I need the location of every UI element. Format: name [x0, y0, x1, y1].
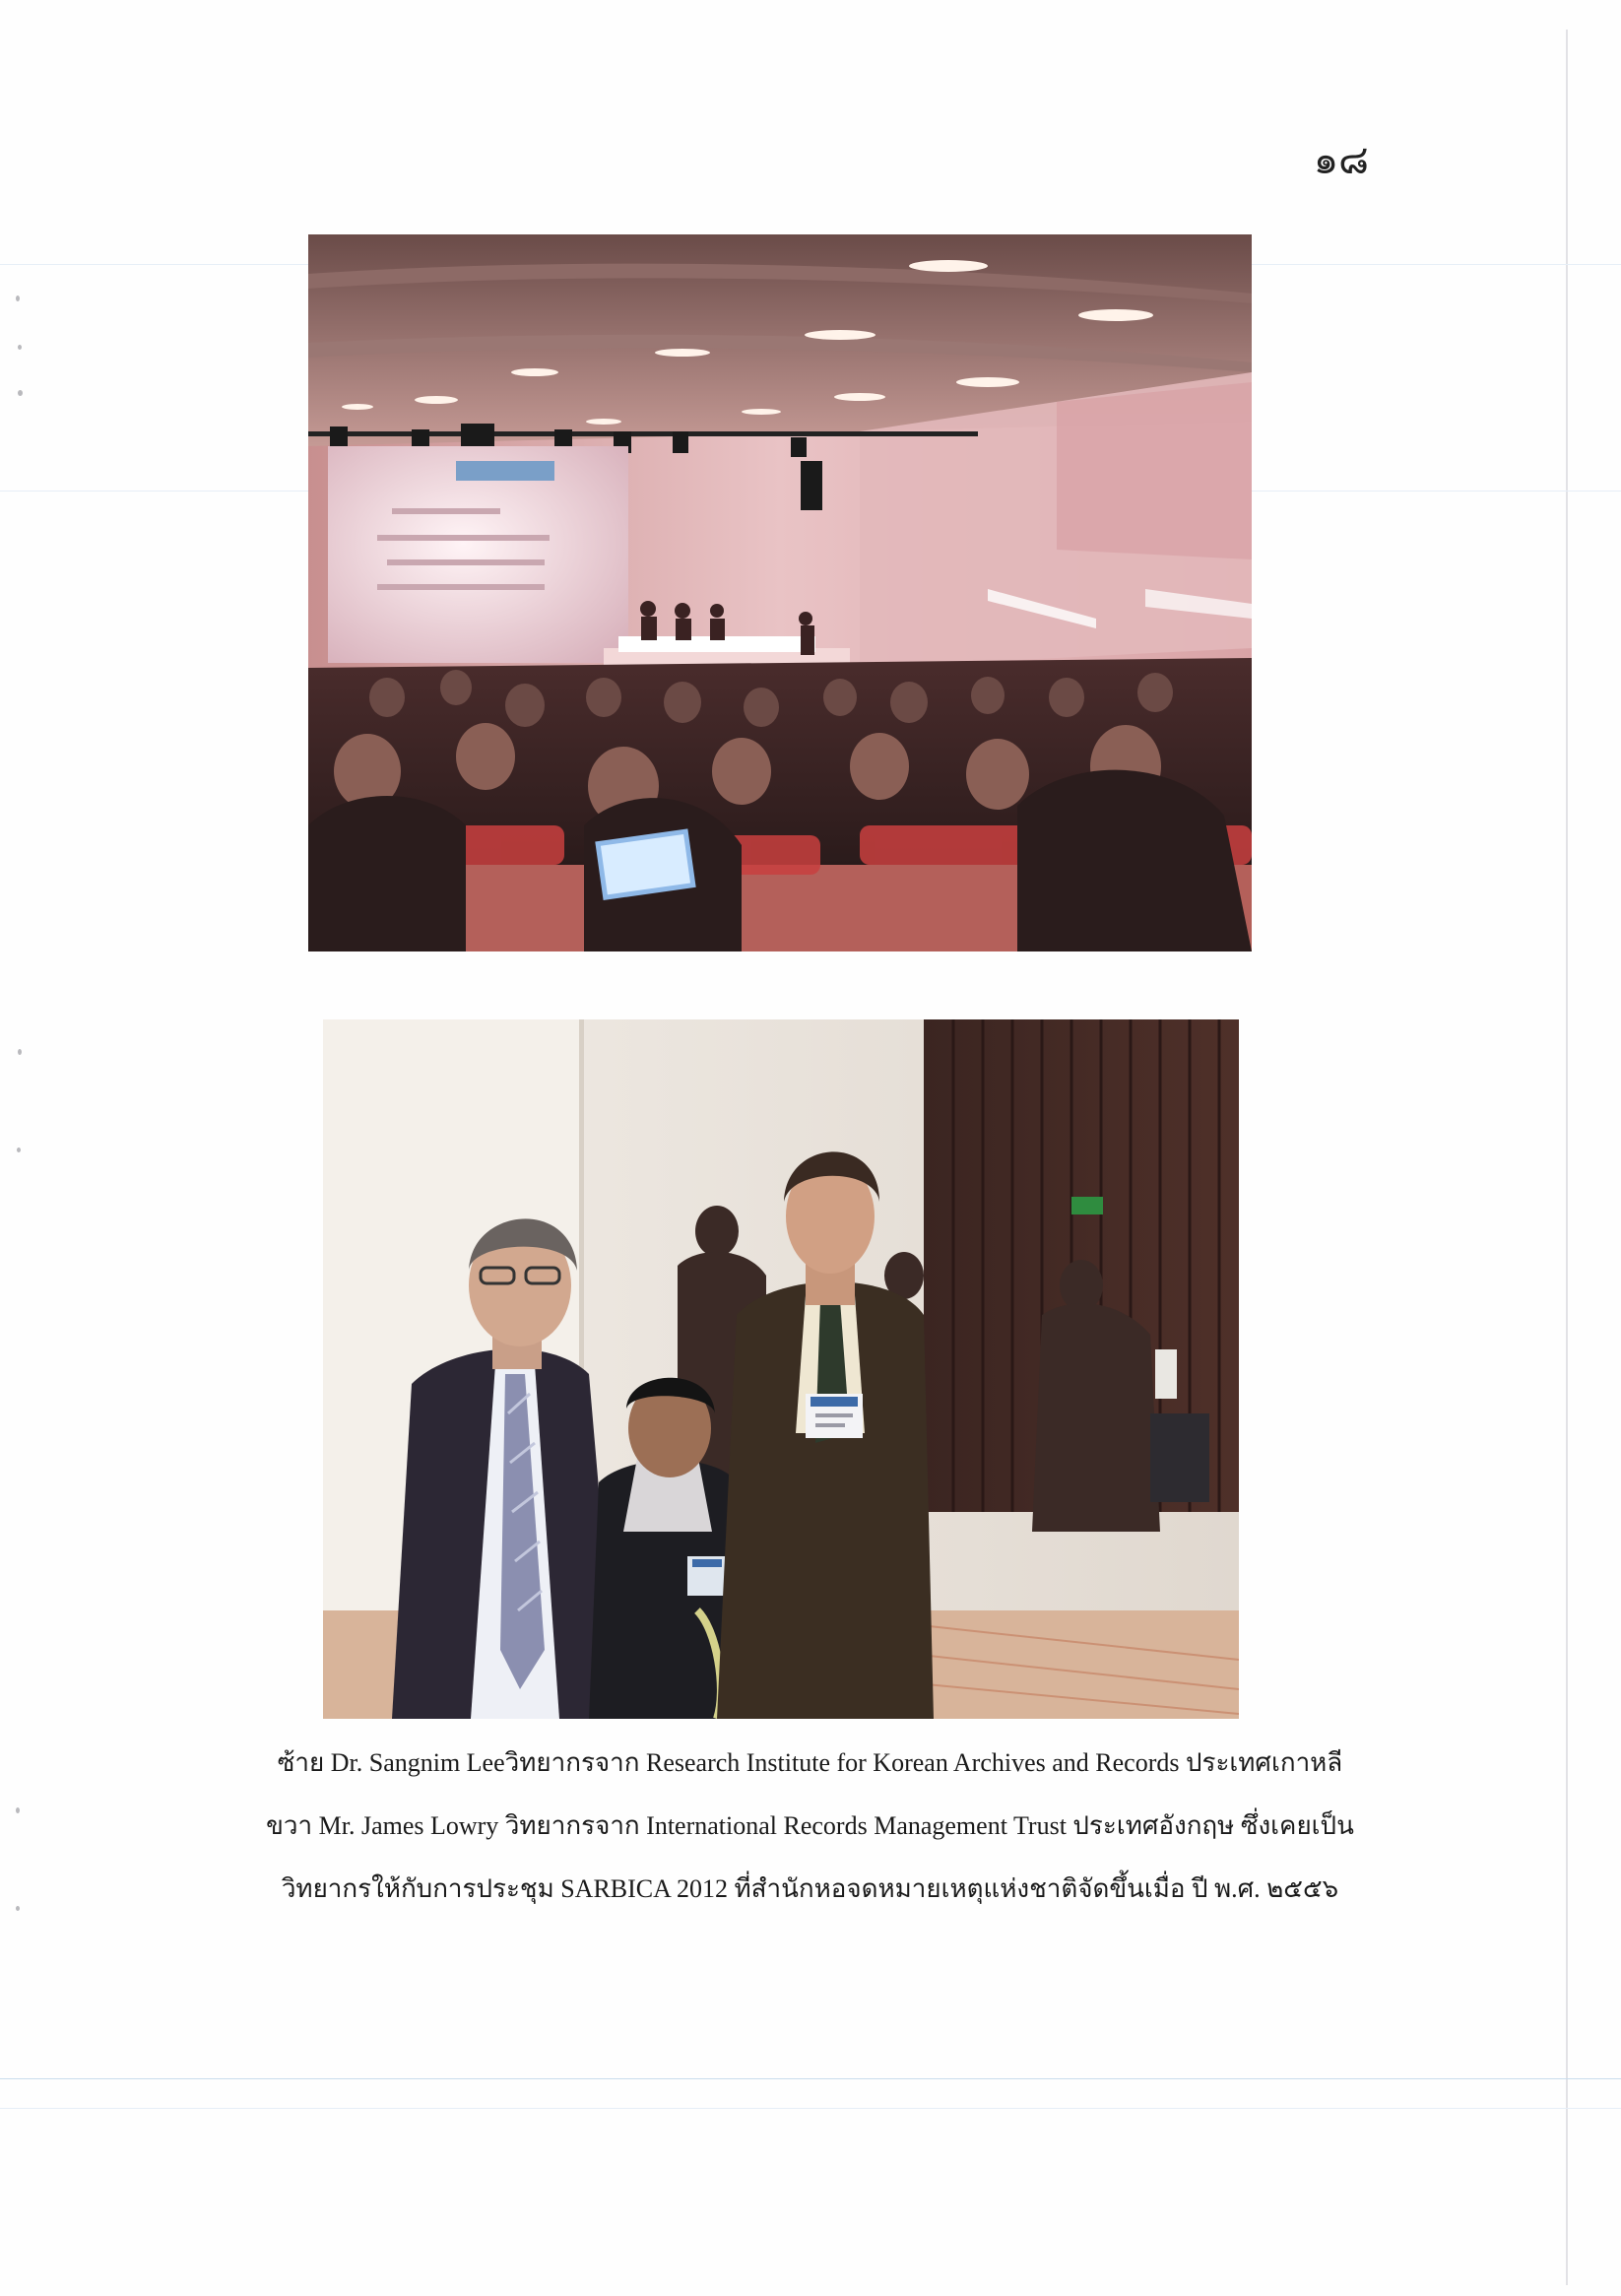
scan-speck	[18, 345, 22, 350]
scan-speck	[17, 1148, 21, 1152]
caption-line: วิทยากรให้กับการประชุม SARBICA 2012 ที่สำนักหอจดหมายเหตุแห่งชาติจัดขึ้นเมื่อ ปี พ.ศ. ๒๕๕๖	[281, 1874, 1339, 1903]
three-people-photo	[323, 1019, 1239, 1719]
scan-speck	[18, 1049, 22, 1055]
page-number: ๑๘	[1313, 138, 1369, 183]
caption-line: ขวา Mr. James Lowry วิทยากรจาก International Records Management Trust ประเทศอังกฤษ ซึ่งเคยเป็น	[266, 1811, 1354, 1840]
scan-edge-rule	[1566, 30, 1568, 2285]
caption-line: ซ้าย Dr. Sangnim Leeวิทยากรจาก Research Institute for Korean Archives and Records ประเทศเกาหลี	[277, 1748, 1343, 1777]
scan-speck	[16, 1807, 20, 1813]
photo-caption	[207, 1732, 1413, 1921]
conference-hall-photo	[308, 234, 1252, 951]
scan-speck	[16, 1906, 20, 1911]
scan-guide-line	[0, 2078, 1621, 2079]
scan-guide-line	[0, 2108, 1621, 2109]
scan-speck	[16, 295, 20, 301]
scan-speck	[18, 390, 23, 396]
